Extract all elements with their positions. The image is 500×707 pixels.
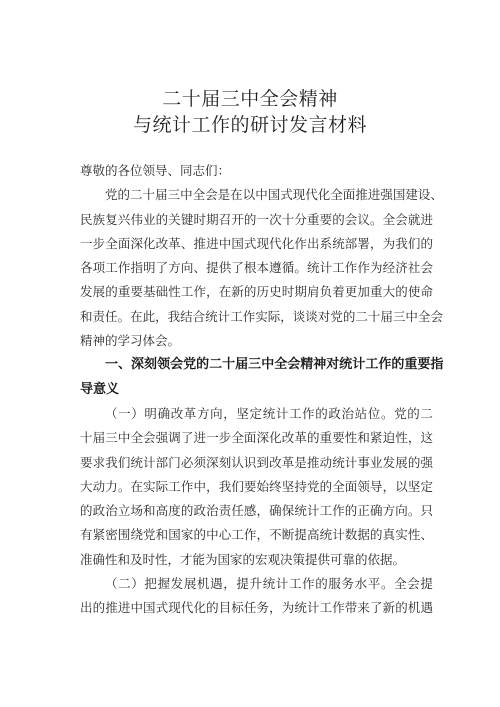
document-body — [80, 159, 444, 621]
paragraph-line: 各 项 工 作 指 明 了 方 向 、 提 供 了 根 本 遵 循 。 统 计 工 作 作 为 经 济 社 会 — [80, 260, 433, 276]
paragraph-line: 精神的学习体会。 — [80, 333, 181, 349]
title-line-2: 与统计工作的研讨发言材料 — [132, 114, 367, 136]
paragraph-line: 出 的 推 进 中 国 式 现 代 化 的 目 标 任 务 ， 为 统 计 工 作 带 来 了 新 的 机 遇 — [80, 600, 433, 616]
salutation: 尊敬的各位领导、同志们： — [80, 163, 231, 178]
paragraph-line: 十 届 三 中 全 会 强 调 了 进 一 步 全 面 深 化 改 革 的 重 要 性 和 紧 迫 性 ， 这 — [80, 430, 433, 446]
document-title — [0, 86, 500, 138]
paragraph-line: （ 一 ） 明 确 改 革 方 向 ， 坚 定 统 计 工 作 的 政 治 站 位 。 党 的 二 — [105, 405, 433, 421]
paragraph-line: 发 展 的 重 要 基 础 性 工 作 ， 在 新 的 历 史 时 期 肩 负 着 更 加 重 大 的 使 命 — [80, 284, 433, 300]
paragraph-line: 党 的 二 十 届 三 中 全 会 是 在 以 中 国 式 现 代 化 全 面 推 进 强 国 建 设 、 — [105, 187, 443, 203]
paragraph-line: 民 族 复 兴 伟 业 的 关 键 时 期 召 开 的 一 次 十 分 重 要 的 会 议 。 全 会 就 进 — [80, 211, 433, 227]
paragraph-line: 的 政 治 立 场 和 高 度 的 政 治 责 任 感 ， 确 保 统 计 工 作 的 正 确 方 向 。 只 — [80, 503, 433, 519]
paragraph-line: （ 二 ） 把 握 发 展 机 遇 ， 提 升 统 计 工 作 的 服 务 水 平 。 全 会 提 — [105, 576, 433, 592]
section-heading — [80, 353, 444, 402]
paragraph-line: 准确性和及时性，才能为国家的宏观决策提供可靠的依据。 — [80, 551, 406, 567]
point-one-paragraph — [80, 402, 433, 572]
heading-line: 一 、 深 刻 领 会 党 的 二 十 届 三 中 全 会 精 神 对 统 计 工 作 的 重 要 指 — [105, 357, 444, 373]
paragraph-line: 有 紧 密 围 绕 党 和 国 家 的 中 心 工 作 ， 不 断 提 高 统 计 数 据 的 真 实 性 、 — [80, 527, 433, 543]
paragraph-line: 和 责 任 。 在 此 ， 我 结 合 统 计 工 作 实 际 ， 谈 谈 对 党 的 二 十 届 三 中 全 会 — [80, 308, 443, 324]
intro-paragraph — [80, 183, 443, 353]
paragraph-line: 要 求 我 们 统 计 部 门 必 须 深 刻 认 识 到 改 革 是 推 动 统 计 事 业 发 展 的 强 — [80, 454, 433, 470]
title-line-1: 二十届三中全会精神 — [162, 88, 338, 110]
paragraph-line: 一 步 全 面 深 化 改 革 、 推 进 中 国 式 现 代 化 作 出 系 统 部 署 ， 为 我 们 的 — [80, 235, 433, 251]
paragraph-line: 大 动 力 。 在 实 际 工 作 中 ， 我 们 要 始 终 坚 持 党 的 全 面 领 导 ， 以 坚 定 — [80, 478, 433, 494]
heading-line: 导意义 — [80, 381, 120, 397]
point-two-paragraph — [80, 572, 433, 621]
